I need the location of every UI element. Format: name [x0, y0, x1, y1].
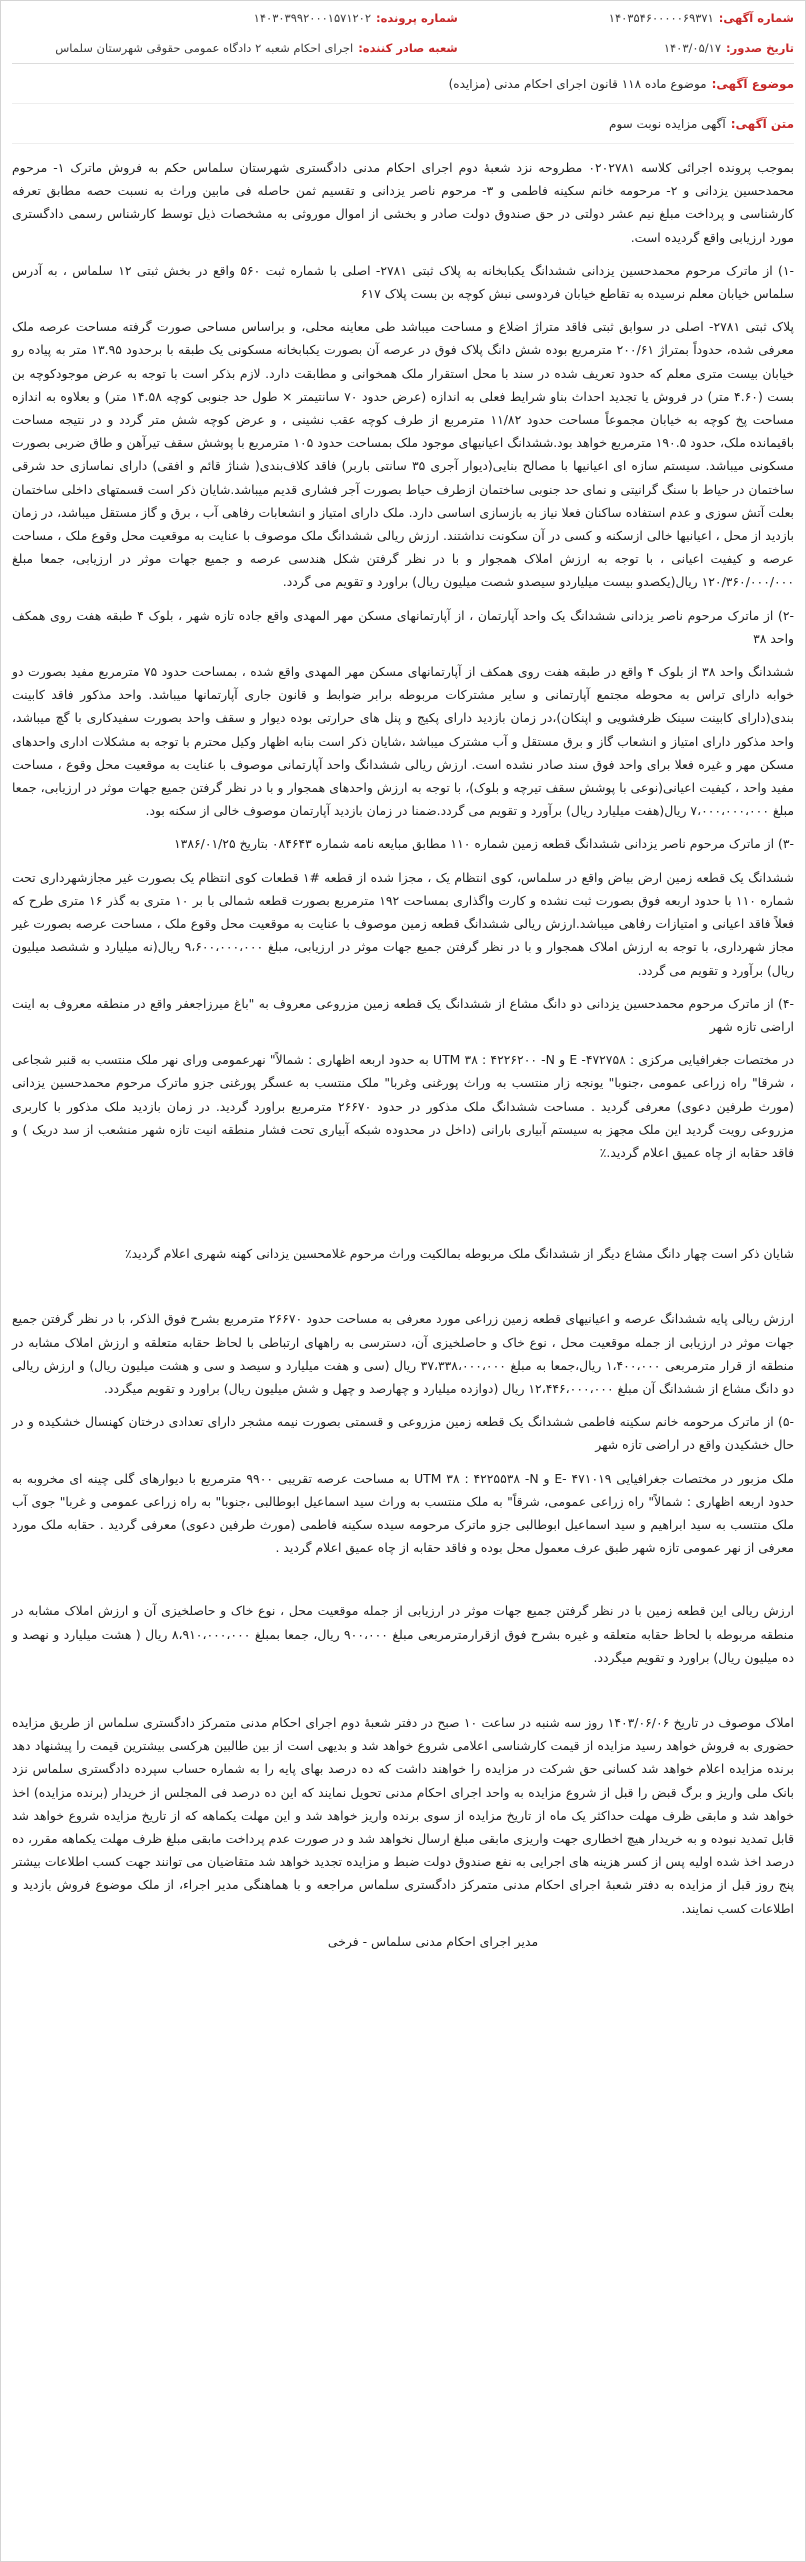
- item-3-title: -۳) از ماترک مرحوم ناصر یزدانی ششدانگ قطعه زمین شماره ۱۱۰ مطابق مبایعه نامه شماره ۰۸۴۶۴۳ بتاریخ ۱۳۸۶/۰۱/۲۵: [174, 836, 794, 852]
- header-row-2: [12, 33, 794, 63]
- issue-date-value: ۱۴۰۳/۰۵/۱۷: [663, 41, 721, 55]
- notice-body: [12, 144, 794, 1953]
- issue-date: [458, 41, 794, 55]
- signature: مدیر اجرای احکام مدنی سلماس - فرخی: [327, 1933, 539, 1949]
- header-row-1: [12, 3, 794, 33]
- intro-paragraph: بموجب پرونده‌ اجرائی کلاسه ۰۲۰۲۷۸۱ مطروحه نزد شعبهٔ دوم اجرای احکام مدنی دادگستری شهرستان سلماس حکم به فروش ماترک ۱- مرحوم محمدحسین یزدانی و ۲- مرحومه خانم سکینه فاطمی و ۳- مرحوم ناصر یزدانی و تقسیم ثمن حاصله فی مابین وراث به نسبت حصه مطابق تعرفه کارشناسی و پرداخت مبلغ نیم عشر دولتی در حق صندوق دولت صادر و بخشی از اموال موروثی به مشخصات ذیل توسط کارشناس رسمی دادگستری مورد ارزیابی واقع گردیده است.: [12, 160, 794, 245]
- case-number: [12, 11, 458, 25]
- issuing-branch-label: شعبه صادر کننده:: [358, 41, 458, 55]
- notice-header: [12, 1, 794, 64]
- item-1-description: پلاک ثبتی ۲۷۸۱- اصلی در سوابق ثبتی فاقد متراژ اضلاع و مساحت میباشد طی معاینه محلی، و براساس مساحی صورت گرفته مساحت عرصه ملک معرفی شده، حدوداً بمتراژ ۲۰۰/۶۱ مترمربع بوده شش دانگ پلاک فوق در عرصه آن بصورت یکبابخانه مسکونی یک طبقه با برحدود ۱۳.۹۵ متر به پیاده رو خیابان بیست متری معلم که حدود تعریف شده در سند با محل استقرار ملک همخوانی و مطابقت دارد. لازم بذکر است با توجه به عرض موجودکوچه بن بست (۴.۶۰ متر) در فروش یا تجدید احداث بناو شرایط فعلی به اندازه (عرض حدود ۷۰ سانتیمتر × طول حد جنوبی کوچه ۱۴.۵۸ متر) و بعلاوه به اندازه مساحت پخ کوچه به خیابان مجموعاً مساحت حدود ۱۱/۸۲ مترمربع از طرف کوچه عقب نشینی ، و عرض کوچه شش متر گردد و در نتیجه مساحت باقیمانده ملک، حدود ۱۹۰.۵ مترمربع خواهد بود.ششدانگ اعیانیهای موجود ملک بمساحت حدود ۱۰۵ مترمربع با پوشش سقف تیرآهن و طاق ضربی بصورت مسکونی میباشد. سیستم سازه ای اعیانیها با مصالح بنایی(دیوار آجری ۳۵ سانتی باربر) فاقد کلاف‌بندی( شناژ قائم و افقی) دارای نماسازی حد شرقی ساختمان در حیاط با سنگ گرانیتی و نمای حد جنوبی ساختمان ازطرف حیاط بصورت آجر فشاری قدیم میباشد.شایان ذکر است قسمتهای داخلی ساختمان بعلت آتش سوزی و عدم استفاده ساکنان فعلا نیاز به بازسازی اساسی دارد. ملک دارای امتیاز و انشعابات رفاهی آب ، برق و گاز مستقل میباشد، در زمان بازدید از محل ، اعیانیها خالی ازسکنه و کسی در آن سکونت نداشتند. ارزش ریالی ششدانگ ملک موصوف با عنایت به موقعیت محل وقوع ملک ، مساحت عرصه و کیفیت اعیانی ، با توجه به ارزش املاک همجوار و با در نظر گرفتن شکل هندسی عرصه و جمیع جهات موثر در ارزیابی، جمعا مبلغ ۱۲۰/۳۶۰/۰۰۰/۰۰۰ ریال(یکصدو بیست میلیاردو سیصدو شصت میلیون ریال) براورد و تقویم می گردد.: [12, 319, 795, 590]
- item-5-title: -۵) از ماترک مرحومه خانم سکینه فاطمی ششدانگ یک قطعه زمین مزروعی و قسمتی بصورت نیمه مشجر دارای تعدادی درختان کهنسال خشکیده و در حال خشکیدن واقع در اراضی تازه شهر: [12, 1414, 794, 1453]
- notice-text-title-row: [12, 104, 794, 144]
- notice-number-value: ۱۴۰۳۵۴۶۰۰۰۰۰۶۹۳۷۱: [608, 11, 714, 25]
- item-5-description: ملک مزبور در مختصات جغرافیایی ۴۷۱۰۱۹ -E و UTM ۳۸ : ۴۲۲۵۵۳۸ -N به مساحت عرصه تقریبی ۹۹۰۰ مترمربع با دیوارهای گلی چینه ای مخروبه به حدود اربعه اظهاری : شمالاً" راه زراعی عمومی، شرقاً" به ملک منتسب به وراث سید اسماعیل ابوطالبی ،جنوبا" به راه زراعی عمومی و غربا" جوی آب ملک منتسب به سید ابراهیم و سید اسماعیل ابوطالبی جزو ماترک مرحومه سیده سکینه فاطمی (مورث طرفین دعوی) معرفی گردید . حقابه ملک مورد معرفی از نهر عمومی تازه شهر طبق عرف معمول محل بوده و فاقد حقابه از چاه عمیق اعلام گردید .: [12, 1470, 794, 1556]
- notice-text-label: متن آگهی:: [730, 116, 794, 131]
- item-4-description: در مختصات جغرافیایی مرکزی : ۴۷۲۷۵۸- E و UTM ۳۸ : ۴۲۲۶۲۰۰ -N به حدود اربعه اظهاری : شمالاً" نهرعمومی ورای نهر ملک منتسب به قنبر شجاعی ، شرقا" راه زراعی عمومی ،جنوبا" یونجه زار منتسب به وراث پورغنی وغربا" ملک منتسب به عسگر پورغنی جزو ماترک مرحوم محمدحسین یزدانی (مورث طرفین دعوی) معرفی گردید . مساحت ششدانگ ملک مذکور در حدود ۲۶۶۷۰ مترمربع براورد گردید. در زمان بازدید ملک مذکور با کاربری مزروعی رویت گردید این ملک مجهز به سیستم آبیاری بارانی (داخل در محدوده شبکه آبیاری تحت فشار منطقه انیت تازه شهر منشعب از سد دریک ) و فاقد حقابه از چاه عمیق اعلام گردید.٪: [12, 1052, 794, 1160]
- item-5-valuation: ارزش ریالی این قطعه زمین با در نظر گرفتن جمیع جهات موثر در ارزیابی از جمله موقعیت محل ، نوع خاک و حاصلخیزی آن و ارزش املاک مشابه در منطقه مربوطه با لحاظ حقابه متعلقه و غیره بشرح فوق ازقرارمترمربعی مبلغ ۹۰۰،۰۰۰ ریال، جمعا بمبلغ ۸،۹۱۰،۰۰۰،۰۰۰ ریال ( هشت میلیارد و نهصد و ده میلیون ریال) براورد و تقویم میگردد.: [12, 1603, 794, 1665]
- item-3-description: ششدانگ یک قطعه زمین ارض بیاض واقع در سلماس، کوی انتظام یک ، مجزا شده از قطعه #۱ قطعات کوی انتظام یک بصورت غیر مجازشهرداری تحت شماره ۱۱۰ با حدود اربعه فوق بصورت ثبت نشده و کارت واگذاری بمساحت ۱۹۲ مترمربع بصورت قطعه شمالی با بر ۱۰ متری به گذر ۱۶ متری طرح که فعلاً فاقد اعیانی و امتیازات رفاهی میباشد.ارزش ریالی ششدانگ قطعه زمین موصوف با عنایت به موقعیت محل وقوع ملک ، مساحت عرصه بصورت غیر مجاز شهرداری، با توجه به ارزش املاک همجوار و با در نظر گرفتن جمیع جهات موثر در ارزیابی، مبلغ ۹،۶۰۰،۰۰۰،۰۰۰ ریال(نه میلیارد و ششصد میلیون ریال) برآورد و تقویم می گردد.: [12, 869, 795, 978]
- notice-subject-row: [12, 64, 794, 104]
- notice-text-title: آگهی مزایده نوبت سوم: [609, 116, 726, 131]
- issue-date-label: تاریخ صدور:: [726, 41, 794, 55]
- item-2-description: ششدانگ واحد ۳۸ از بلوک ۴ واقع در طبقه هفت روی همکف از آپارتمانهای مسکن مهر المهدی واقع شده ، بمساحت حدود ۷۵ مترمربع مفید بصورت دو خوابه دارای تراس به محوطه مجتمع آپارتمانی و سایر مشترکات مربوطه برابر ضوابط و قانون جاری آپارتمانها میباشد. واحد مذکور فاقد کابینت بندی(دارای کابینت سینک ظرفشویی و اپنکان)،در زمان بازدید دارای پکیج و پنل های حرارتی بوده دیوار و سقف واحد بصورت سفیدکاری با گچ میباشد، واحد مذکور دارای امتیاز و انشعاب گاز و برق مستقل و آب مشترک میباشد ،شایان ذکر است بنابه اظهار وکیل محترم با توجه به مشکلات اداری واحدهای مسکن مهر و غیره فعلا برای واحد فوق سند صادر نشده است. ارزش ریالی ششدانگ واحد آپارتمانی موصوف با عنایت به موقعیت محل وقوع ، مساحت مفید واحد ، کیفیت اعیانی(نوعی با پوشش سقف تیرچه و بلوک)، با توجه به ارزش واحدهای همجوار و با در نظر گرفتن جمیع جهات موثر در ارزیابی، جمعا مبلغ ۷،۰۰۰،۰۰۰،۰۰۰ ریال(هفت میلیارد ریال) برآورد و تقویم می گردد.ضمنا در زمان بازدید آپارتمان موصوف خالی از سکنه بود.: [12, 664, 794, 819]
- notice-number-label: شماره آگهی:: [718, 11, 794, 25]
- notice-subject-label: موضوع آگهی:: [711, 76, 794, 91]
- notice-subject-text: موضوع ماده ۱۱۸ قانون اجرای احکام مدنی (مزایده): [448, 76, 707, 91]
- issuing-branch: [12, 41, 458, 55]
- closing-paragraph: املاک موصوف در تاریخ ۱۴۰۳/۰۶/۰۶ روز سه شنبه در ساعت ۱۰ صبح در دفتر شعبهٔ دوم اجرای احکام مدنی متمرکز دادگستری سلماس از طریق مزایده حضوری به فروش خواهد رسید مزایده از قیمت کارشناسی اعلامی شروع خواهد شد و بدیهی است از بین طالبین هرکسی بیشترین قیمت را پیشنهاد دهد برنده مزایده اعلام خواهد شد کسانی حق شرکت در مزایده را خواهند داشت که ده درصد بهای پایه را به شماره حساب سپرده دادگستری سلماس نزد بانک ملی واریز و برگ قبض را قبل از شروع مزایده به واحد اجرای احکام مدنی تحویل نمایند که این ده درصد فی المجلس از خریدار (برنده مزایده) اخذ خواهد شد و مابقی ظرف مهلت حداکثر یک ماه از تاریخ مزایده از سوی برنده واریز خواهد شد و این مهلت یکماهه که از تاریخ مزایده شروع خواهد شد قابل تمدید نبوده و به خریدار هیچ اخطاری جهت واریزی مابقی مبلغ ارسال نخواهد شد و در صورت عدم پرداخت مابقی مبلغ ظرف مهلت یکماهه مقرر، ده درصد اخذ شده اولیه پس از کسر هزینه های اجرایی به نفع صندوق دولت ضبط و مزایده تجدید خواهد شد متقاضیان می توانند جهت کسب اطلاعات بیشتر پنج روز قبل از مزایده به دفتر شعبهٔ اجرای احکام مدنی متمرکز دادگستری سلماس مراجعه و با هماهنگی مدیر اجراء، از ملک موضوع فروش بازدید و اطلاعات کسب نمایند.: [12, 1714, 794, 1916]
- item-4-valuation: ارزش ریالی پایه ششدانگ عرصه و اعیانیهای قطعه زمین زراعی مورد معرفی به مساحت حدود ۲۶۶۷۰ مترمربع بشرح فوق الذکر، با در نظر گرفتن جمیع جهات موثر در ارزیابی از جمله موقعیت محل ، نوع خاک و حاصلخیزی آن، دسترسی به راههای ارتباطی با لحاظ حقابه متعلقه و ارزش املاک مشابه در منطقه از قرار مترمربعی ۱،۴۰۰،۰۰۰ ریال،جمعا به مبلغ ۳۷،۳۳۸،۰۰۰،۰۰۰ ریال (سی و هفت میلیارد و سیصد و سی و هشت میلیون ریال) و ارزش ریالی دو دانگ مشاع از ششدانگ آن مبلغ ۱۲،۴۴۶،۰۰۰،۰۰۰ ریال (دوازده میلیارد و چهارصد و چهل و شش میلیون ریال) براورد و تقویم میگردد.: [12, 1311, 794, 1396]
- case-number-value: ۱۴۰۳۰۳۹۹۲۰۰۰۱۵۷۱۲۰۲: [253, 11, 372, 25]
- item-1-title: -۱) از ماترک مرحوم محمدحسین یزدانی ششدانگ یکبابخانه به پلاک ثبتی ۲۷۸۱- اصلی با شماره ثبت ۵۶۰ واقع در بخش ثبتی ۱۲ سلماس ، به آدرس سلماس خیابان معلم نرسیده به تقاطع خیابان فردوسی نبش کوچه بن بست پلاک ۶۱۷: [12, 262, 794, 302]
- item-4-title: -۴) از ماترک مرحوم محمدحسین یزدانی دو دانگ مشاع از ششدانگ یک قطعه زمین مزروعی معروف به "باغ میرزاجعفر واقع در منطقه معروف به اینت اراضی تازه شهر: [12, 995, 794, 1034]
- issuing-branch-value: اجرای احکام شعبه ۲ دادگاه عمومی حقوقی شهرستان سلماس: [55, 41, 354, 55]
- notice-number: [458, 11, 794, 25]
- item-2-title: -۲) از ماترک مرحوم ناصر یزدانی ششدانگ یک واحد آپارتمان ، از آپارتمانهای مسکن مهر المهدی واقع جاده تازه شهر ، بلوک ۴ طبقه هفت روی همکف واحد ۳۸: [12, 607, 794, 646]
- case-number-label: شماره پرونده:: [376, 11, 458, 25]
- item-4-note: شایان ذکر است چهار دانگ مشاع دیگر از ششدانگ ملک مربوطه بمالکیت وراث مرحوم غلامحسین یزدانی کهنه شهری اعلام گردید٪: [124, 1246, 794, 1262]
